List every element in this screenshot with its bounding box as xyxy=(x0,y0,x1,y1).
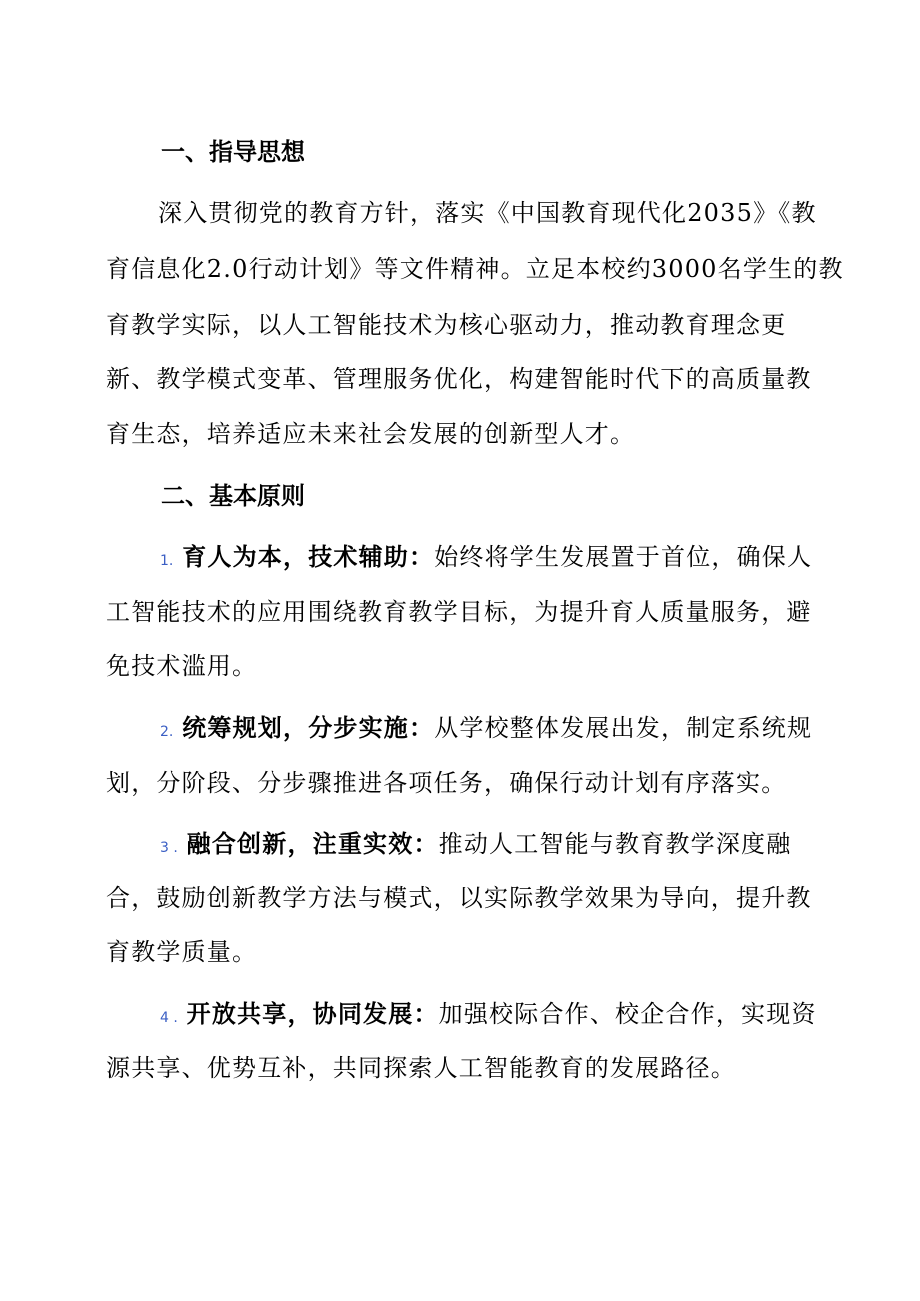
paragraph-line: 合，鼓励创新教学方法与模式，以实际教学效果为导向，提升教 xyxy=(106,884,812,912)
paragraph-line: 源共享、优势互补，共同探索人工智能教育的发展路径。 xyxy=(106,1054,736,1082)
paragraph-line: 育教学实际，以人工智能技术为核心驱动力，推动教育理念更 xyxy=(106,311,787,339)
paragraph-line: 工智能技术的应用围绕教育教学目标，为提升育人质量服务，避 xyxy=(106,598,812,626)
paragraph-line: 育教学质量。 xyxy=(106,938,258,966)
principle-title: 统筹规划，分步实施： xyxy=(182,714,435,742)
principle-title: 融合创新，注重实效： xyxy=(186,830,439,858)
principle-title: 育人为本，技术辅助： xyxy=(182,543,435,571)
principle-item-1 xyxy=(160,543,812,575)
principle-text: 从学校整体发展出发，制定系统规 xyxy=(434,714,813,742)
section-heading-basic-principles: 二、基本原则 xyxy=(161,482,305,510)
list-number: 1. xyxy=(160,553,174,569)
paragraph-line: 育生态，培养适应未来社会发展的创新型人才。 xyxy=(106,420,636,448)
list-number: 4 . xyxy=(160,1010,178,1026)
principle-item-3 xyxy=(160,830,791,862)
principle-title: 开放共享，协同发展： xyxy=(186,1000,439,1028)
paragraph-line: 免技术滥用。 xyxy=(106,652,258,680)
principle-text: 始终将学生发展置于首位，确保人 xyxy=(434,543,813,571)
paragraph-line: 新、教学模式变革、管理服务优化，构建智能时代下的高质量教 xyxy=(106,365,812,393)
principle-item-2 xyxy=(160,714,812,746)
principle-item-4 xyxy=(160,1000,817,1032)
principle-text: 推动人工智能与教育教学深度融 xyxy=(438,830,792,858)
paragraph-line: 划，分阶段、分步骤推进各项任务，确保行动计划有序落实。 xyxy=(106,769,787,797)
section-heading-guiding-ideology: 一、指导思想 xyxy=(161,138,305,166)
principle-text: 加强校际合作、校企合作，实现资 xyxy=(438,1000,817,1028)
list-number: 2. xyxy=(160,724,174,740)
list-number: 3 . xyxy=(160,840,178,856)
paragraph-line: 育信息化2.0行动计划》等文件精神。立足本校约3000名学生的教 xyxy=(106,255,844,283)
paragraph-line: 深入贯彻党的教育方针，落实《中国教育现代化2035》《教 xyxy=(158,199,817,227)
